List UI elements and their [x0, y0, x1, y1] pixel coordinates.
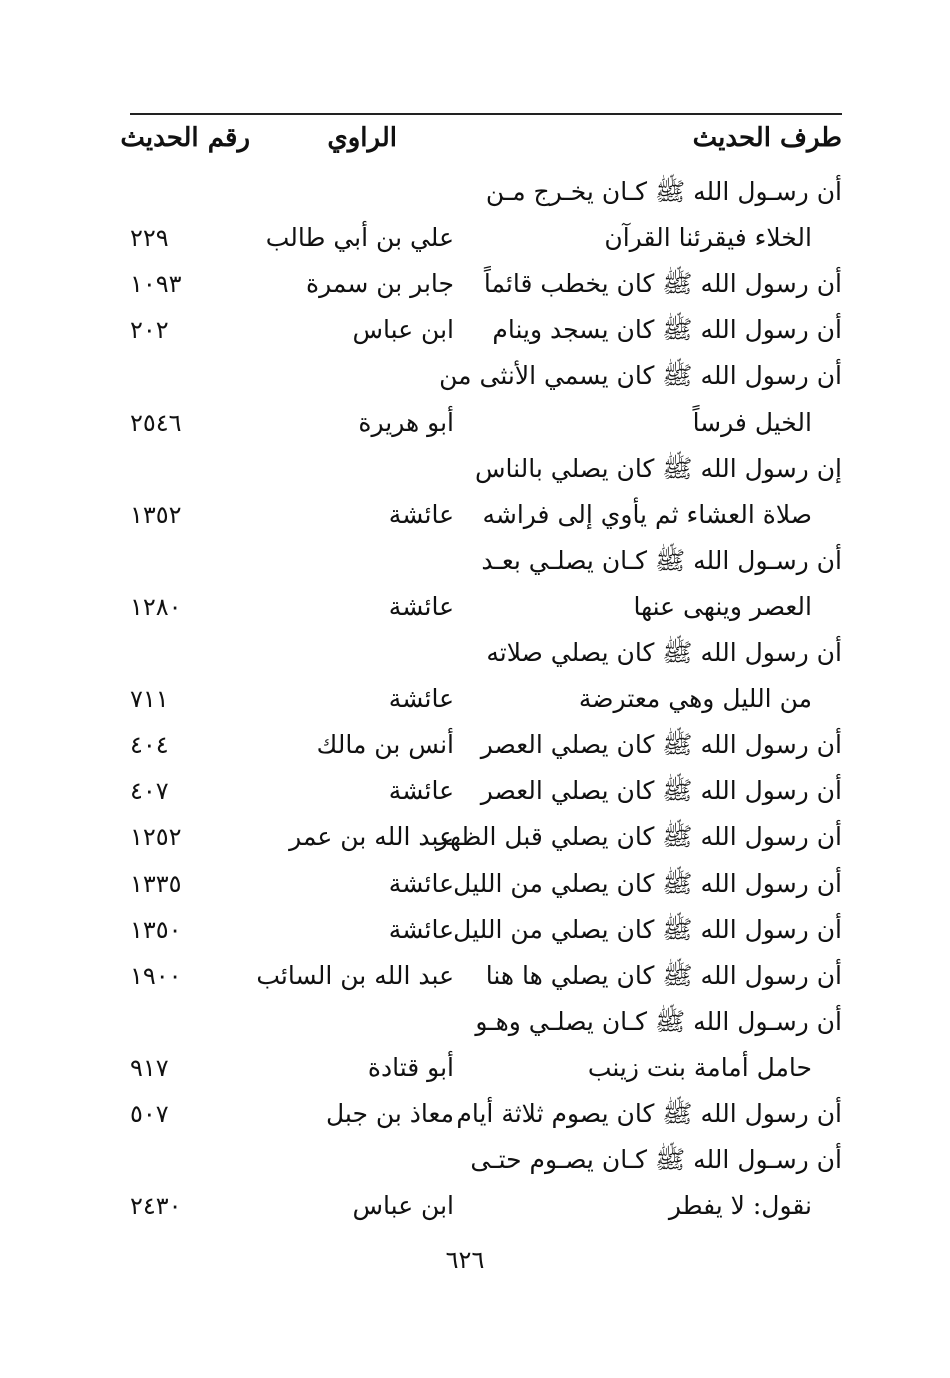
- table-row: [130, 908, 842, 954]
- hadith-text: الخيل فرساً: [692, 407, 812, 437]
- hadith-number: ٢٤٣٠: [130, 1192, 182, 1221]
- hadith-text: أن رسول الله ﷺ كان يصلي ها هنا: [485, 960, 842, 990]
- page-number: ٦٢٦: [445, 1246, 485, 1274]
- hadith-text: أن رسول الله ﷺ كان يصلي من الليل: [453, 914, 842, 944]
- narrator: أبو قتادة: [367, 1052, 454, 1082]
- hadith-text: العصر وينهى عنها: [633, 591, 812, 621]
- narrator: عبد الله بن عمر: [289, 822, 454, 852]
- hadith-text: أن رسول الله ﷺ كان يصلي قبل الظهر: [436, 822, 842, 852]
- hadith-number: ١٣٥٢: [130, 500, 182, 529]
- narrator: معاذ بن جبل: [325, 1099, 454, 1128]
- narrator: عائشة: [388, 684, 454, 714]
- narrator: عائشة: [388, 868, 454, 898]
- hadith-number: ٧١١: [130, 685, 169, 714]
- table-row: [130, 677, 842, 723]
- hadith-text: أن رسـول الله ﷺ كـان يصـوم حتـى: [470, 1145, 842, 1175]
- table-row: [130, 1138, 842, 1184]
- table-row: [130, 539, 842, 585]
- narrator: عائشة: [388, 776, 454, 806]
- table-row: [130, 723, 842, 769]
- header-hadith-text: طرف الحديث: [692, 123, 842, 153]
- narrator: عائشة: [388, 914, 454, 944]
- narrator: عائشة: [388, 499, 454, 529]
- hadith-text: أن رسول الله ﷺ كان يصلي العصر: [480, 776, 842, 806]
- hadith-number: ١٩٠٠: [130, 961, 182, 990]
- table-row: [130, 585, 842, 631]
- table-row: [130, 769, 842, 815]
- table-row: [130, 954, 842, 1000]
- table-row: [130, 308, 842, 354]
- table-row: [130, 447, 842, 493]
- hadith-number: ١٢٥٢: [130, 823, 182, 852]
- hadith-text: أن رسول الله ﷺ كان يسجد وينام: [492, 315, 842, 345]
- hadith-text: الخلاء فيقرئنا القرآن: [604, 223, 812, 253]
- hadith-number: ٩١٧: [130, 1053, 169, 1082]
- narrator: علي بن أبي طالب: [265, 223, 454, 253]
- table-row: [130, 1000, 842, 1046]
- table-row: [130, 493, 842, 539]
- hadith-number: ١٠٩٣: [130, 270, 182, 299]
- hadith-text: أن رسول الله ﷺ كان يصلي العصر: [480, 730, 842, 760]
- table-row: [130, 401, 842, 447]
- hadith-number: ١٣٣٥: [130, 869, 182, 898]
- table-row: [130, 862, 842, 908]
- hadith-number: ٢٠٢: [130, 316, 169, 345]
- table-row: [130, 262, 842, 308]
- table-row: [130, 631, 842, 677]
- table-row: [130, 815, 842, 861]
- narrator: ابن عباس: [352, 1191, 454, 1221]
- narrator: ابن عباس: [352, 315, 454, 345]
- narrator: أبو هريرة: [358, 407, 454, 437]
- hadith-text: أن رسول الله ﷺ كان يخطب قائماً: [483, 269, 842, 299]
- table-row: [130, 354, 842, 400]
- table-row: [130, 1184, 842, 1230]
- hadith-text: من الليل وهي معترضة: [578, 684, 812, 714]
- table-row: [130, 1046, 842, 1092]
- narrator: جابر بن سمرة: [306, 269, 454, 299]
- hadith-text: أن رسول الله ﷺ كان يصلي من الليل: [453, 868, 842, 898]
- hadith-number: ٤٠٧: [130, 777, 169, 806]
- table-row: [130, 170, 842, 216]
- hadith-text: أن رسول الله ﷺ كان يصلي صلاته: [486, 638, 842, 667]
- hadith-text: أن رسول الله ﷺ كان يسمي الأنثى من: [439, 361, 842, 391]
- hadith-number: ٢٥٤٦: [130, 408, 182, 437]
- table-row: [130, 1092, 842, 1138]
- hadith-text: صلاة العشاء ثم يأوي إلى فراشه: [482, 499, 812, 529]
- hadith-text: حامل أمامة بنت زينب: [587, 1052, 812, 1082]
- table-header: [120, 118, 842, 162]
- hadith-text: أن رسـول الله ﷺ كـان يخـرج مـن: [485, 177, 842, 206]
- hadith-text: إن رسول الله ﷺ كان يصلي بالناس: [474, 453, 842, 483]
- hadith-number: ١٢٨٠: [130, 592, 182, 621]
- hadith-number: ٤٠٤: [130, 731, 169, 760]
- hadith-number: ٢٢٩: [130, 224, 169, 253]
- hadith-text: أن رسـول الله ﷺ كـان يصلـي وهـو: [475, 1006, 842, 1036]
- hadith-text: أن رسول الله ﷺ كان يصوم ثلاثة أيام: [456, 1099, 842, 1128]
- header-hadith-number: رقم الحديث: [120, 123, 250, 153]
- narrator: أنس بن مالك: [316, 730, 454, 760]
- header-narrator: الراوي: [327, 123, 397, 153]
- header-rule: [130, 113, 842, 115]
- narrator: عائشة: [388, 591, 454, 621]
- hadith-text: أن رسـول الله ﷺ كـان يصلـي بعـد: [481, 545, 842, 575]
- hadith-number: ٥٠٧: [130, 1100, 169, 1128]
- table-row: [130, 216, 842, 262]
- hadith-text: نقول: لا يفطر: [668, 1191, 812, 1221]
- hadith-number: ١٣٥٠: [130, 915, 182, 944]
- narrator: عبد الله بن السائب: [256, 960, 454, 990]
